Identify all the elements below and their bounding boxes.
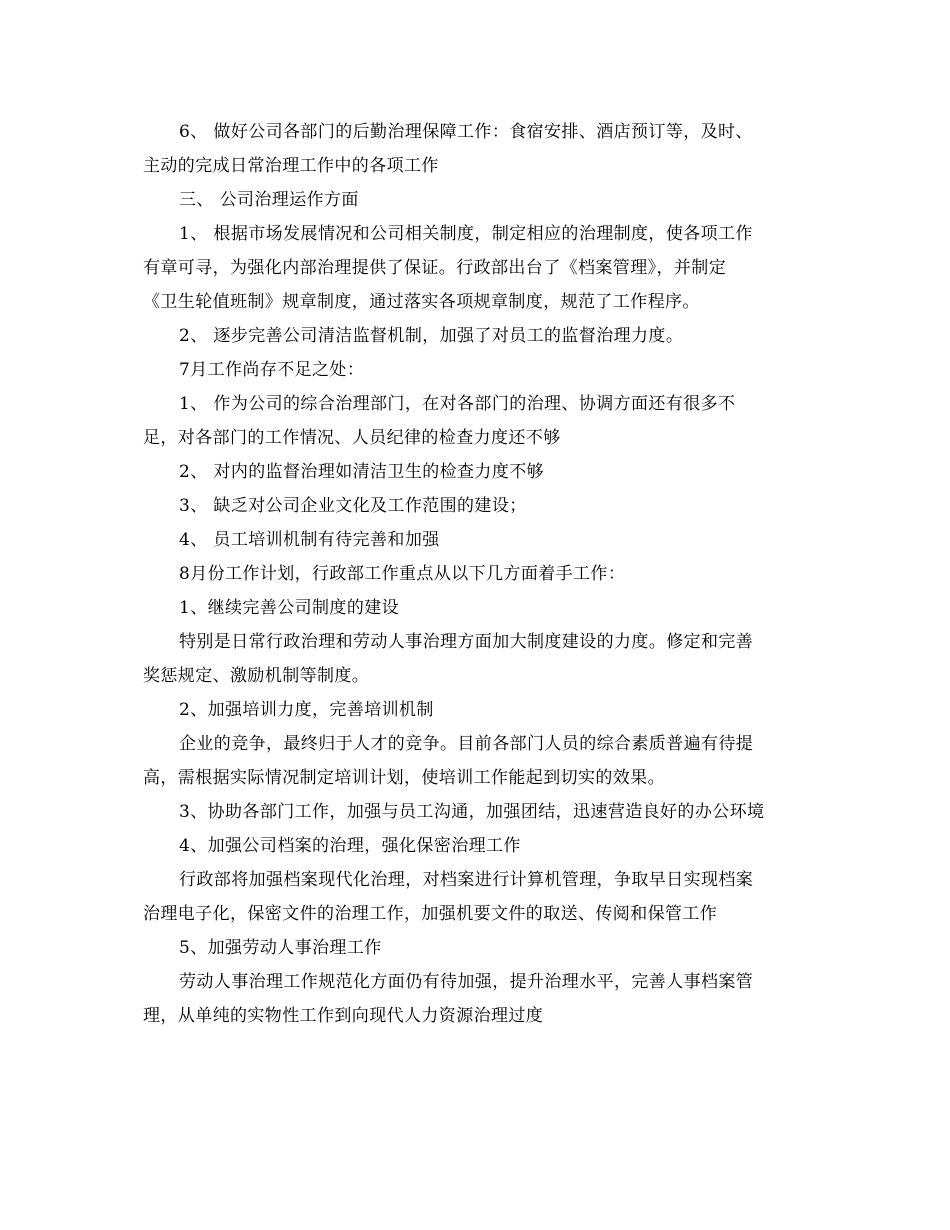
paragraph <box>143 523 813 557</box>
paragraph <box>143 829 813 863</box>
text-line: 4、 员工培训机制有待完善和加强 <box>179 530 440 550</box>
document-body <box>143 115 813 1033</box>
text-line: 高，需根据实际情况制定培训计划，使培训工作能起到切实的效果。 <box>143 768 665 788</box>
text-line: 《卫生轮值班制》规章制度，通过落实各项规章制度，规范了工作程序。 <box>143 292 700 312</box>
text-line: 4、加强公司档案的治理，强化保密治理工作 <box>179 836 521 856</box>
paragraph <box>143 183 813 217</box>
paragraph <box>143 965 813 1033</box>
paragraph <box>143 931 813 965</box>
text-line: 三、 公司治理运作方面 <box>179 190 359 210</box>
paragraph <box>143 455 813 489</box>
paragraph <box>143 727 813 795</box>
text-line: 足，对各部门的工作情况、人员纪律的检查力度还不够 <box>143 428 561 448</box>
text-line: 理，从单纯的实物性工作到向现代人力资源治理过度 <box>143 1006 544 1026</box>
paragraph <box>143 319 813 353</box>
text-line: 1、继续完善公司制度的建设 <box>179 598 400 618</box>
paragraph <box>143 625 813 693</box>
text-line: 6、 做好公司各部门的后勤治理保障工作：食宿安排、酒店预订等，及时、 <box>179 122 753 142</box>
text-line: 有章可寻，为强化内部治理提供了保证。行政部出台了《档案管理》，并制定 <box>143 258 727 278</box>
paragraph <box>143 115 813 183</box>
text-line: 7月工作尚存不足之处： <box>179 360 365 380</box>
paragraph <box>143 591 813 625</box>
text-line: 劳动人事治理工作规范化方面仍有待加强，提升治理水平，完善人事档案管 <box>179 972 754 992</box>
text-line: 3、 缺乏对公司企业文化及工作范围的建设； <box>179 496 527 516</box>
text-line: 3、协助各部门工作，加强与员工沟通，加强团结，迅速营造良好的办公环境 <box>179 802 765 822</box>
text-line: 8月份工作计划，行政部工作重点从以下几方面着手工作： <box>179 564 626 584</box>
paragraph <box>143 353 813 387</box>
paragraph <box>143 217 813 319</box>
text-line: 5、加强劳动人事治理工作 <box>179 938 382 958</box>
text-line: 特别是日常行政治理和劳动人事治理方面加大制度建设的力度。修定和完善 <box>179 632 754 652</box>
text-line: 1、 作为公司的综合治理部门，在对各部门的治理、协调方面还有很多不 <box>179 394 736 414</box>
text-line: 2、加强培训力度，完善培训机制 <box>179 700 434 720</box>
text-line: 奖惩规定、激励机制等制度。 <box>143 666 370 686</box>
text-line: 2、 对内的监督治理如清洁卫生的检查力度不够 <box>179 462 545 482</box>
paragraph <box>143 795 813 829</box>
text-line: 2、 逐步完善公司清洁监督机制，加强了对员工的监督治理力度。 <box>179 326 684 346</box>
text-line: 1、 根据市场发展情况和公司相关制度，制定相应的治理制度，使各项工作 <box>179 224 753 244</box>
paragraph <box>143 863 813 931</box>
text-line: 企业的竞争，最终归于人才的竞争。目前各部门人员的综合素质普遍有待提 <box>179 734 754 754</box>
paragraph <box>143 387 813 455</box>
text-line: 行政部将加强档案现代化治理，对档案进行计算机管理，争取早日实现档案 <box>179 870 754 890</box>
paragraph <box>143 557 813 591</box>
text-line: 主动的完成日常治理工作中的各项工作 <box>143 156 439 176</box>
text-line: 治理电子化，保密文件的治理工作，加强机要文件的取送、传阅和保管工作 <box>143 904 718 924</box>
paragraph <box>143 489 813 523</box>
paragraph <box>143 693 813 727</box>
